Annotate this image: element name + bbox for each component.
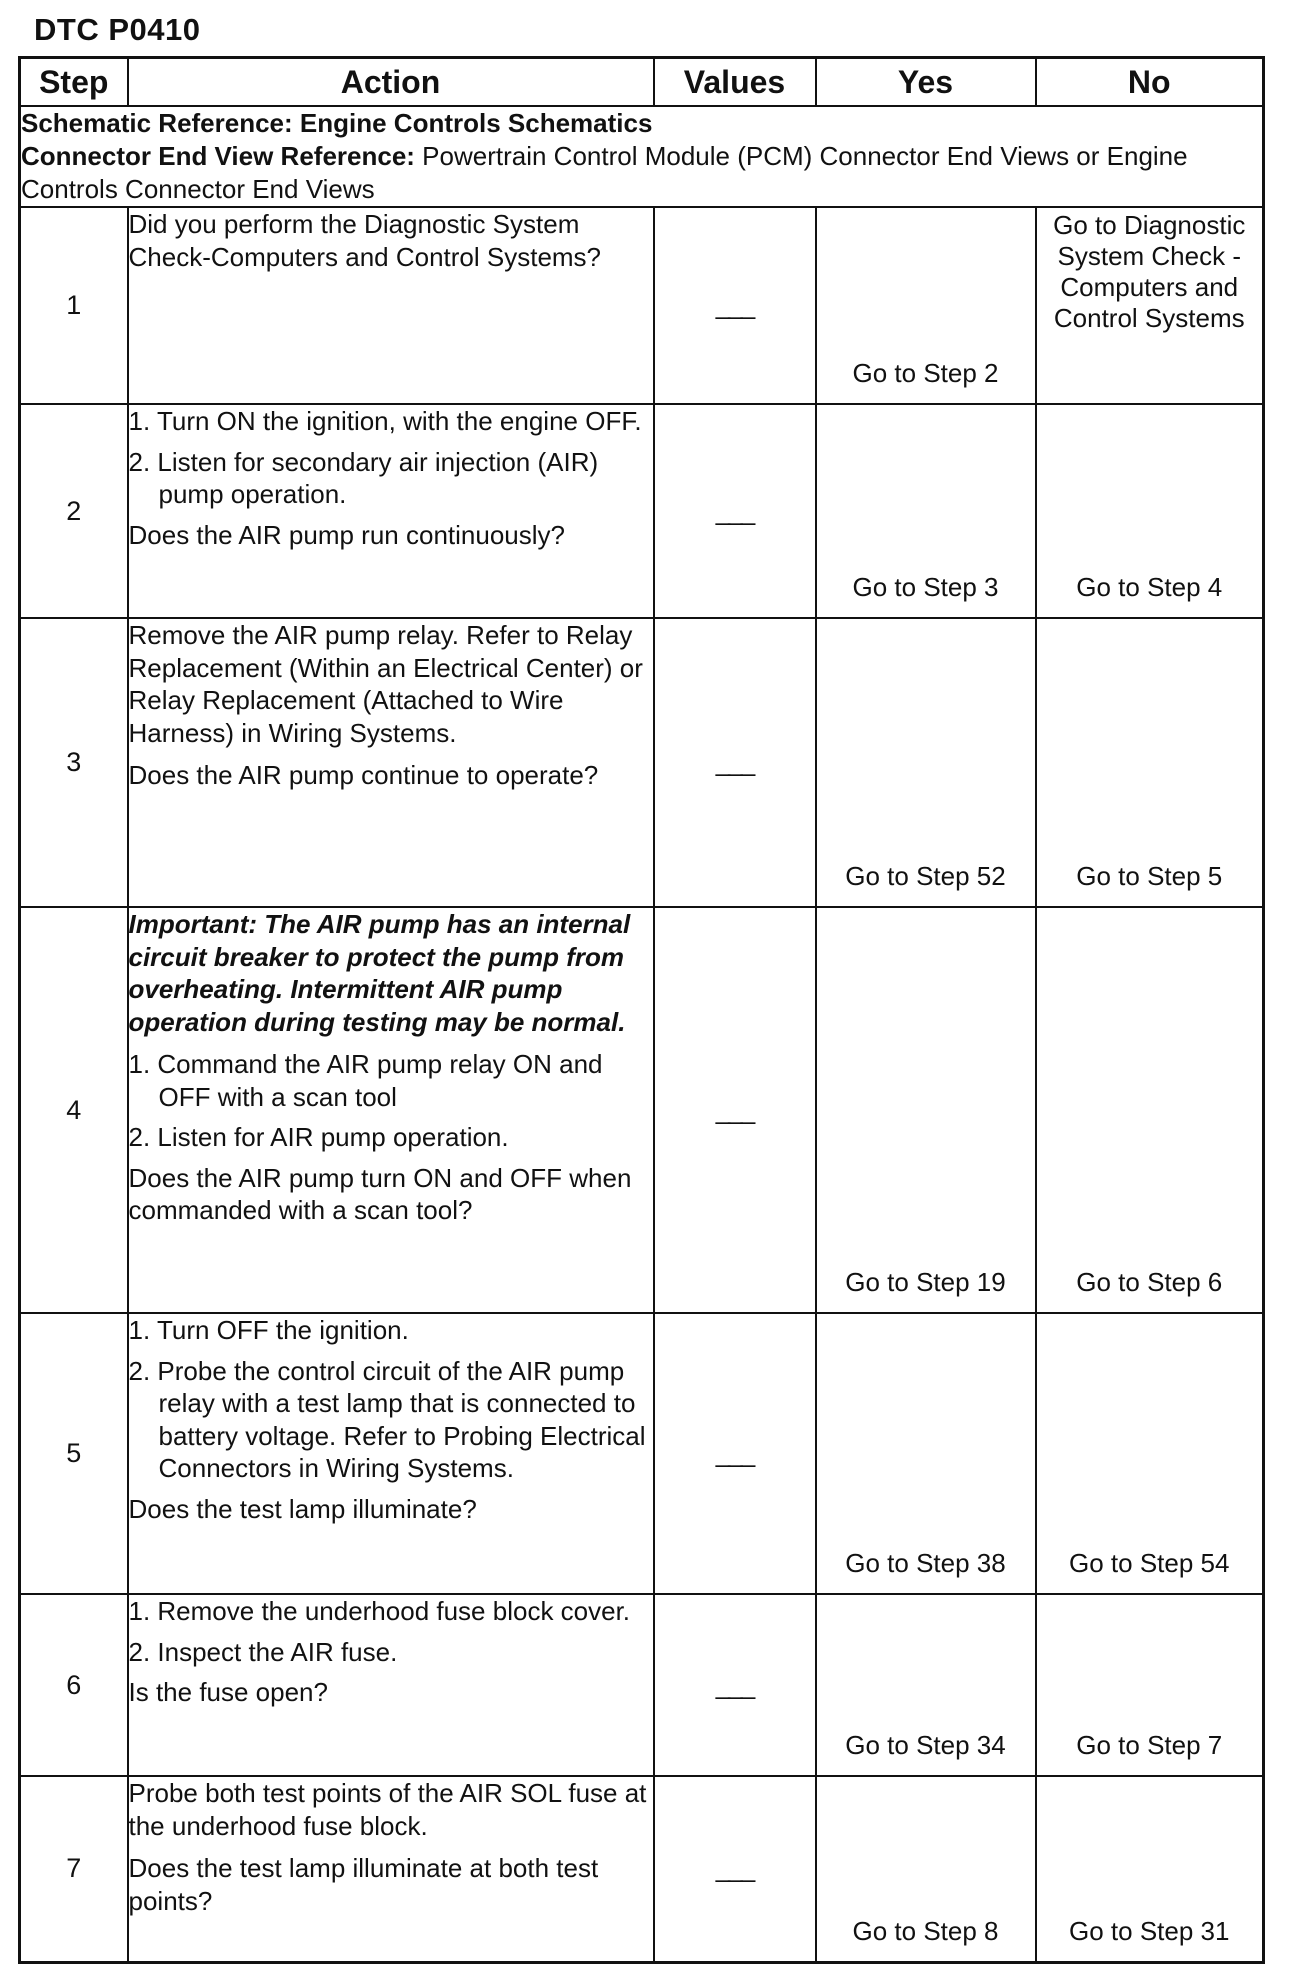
- action-question: Is the fuse open?: [128, 1677, 328, 1707]
- no-cell: Go to Step 7: [1036, 1594, 1264, 1776]
- action-cell: [128, 207, 654, 404]
- action-item: 1. Turn ON the ignition, with the engine OFF.: [128, 406, 642, 436]
- no-cell: Go to Step 54: [1036, 1313, 1264, 1594]
- action-item: 1. Remove the underhood fuse block cover.: [128, 1596, 631, 1626]
- yes-cell: Go to Step 52: [816, 618, 1036, 907]
- step-number: 4: [20, 907, 128, 1313]
- table-row: [20, 1313, 1264, 1594]
- step-number: 3: [20, 618, 128, 907]
- action-question: Does the AIR pump continue to operate?: [128, 760, 599, 790]
- action-item: 2. Listen for secondary air injection (AIR) pump operation.: [128, 446, 599, 509]
- action-text: Remove the AIR pump relay. Refer to Relay Replacement (Within an Electrical Center) or Relay Replacement (Attached to Wire Harness) in Wiring Systems.: [128, 620, 643, 748]
- action-item: 1. Command the AIR pump relay ON and OFF with a scan tool: [128, 1049, 603, 1112]
- action-item: 2. Inspect the AIR fuse.: [128, 1636, 398, 1667]
- header-yes: Yes: [816, 58, 1036, 107]
- no-cell: Go to Step 5: [1036, 618, 1264, 907]
- step-number: 6: [20, 1594, 128, 1776]
- header-step: Step: [20, 58, 128, 107]
- action-item: 2. Probe the control circuit of the AIR pump relay with a test lamp that is connected to battery voltage. Refer to Probing Electrical Connectors in Wiring Systems.: [128, 1355, 646, 1483]
- diagnostic-table: [18, 56, 1265, 1964]
- action-question: Does the AIR pump turn ON and OFF when commanded with a scan tool?: [128, 1162, 632, 1225]
- reference-row: [20, 106, 1264, 207]
- no-cell: Go to Diagnostic System Check - Computers and Control Systems: [1036, 207, 1264, 404]
- values-cell: ___: [654, 907, 816, 1313]
- connector-reference-text: Powertrain Control Module (PCM) Connector End Views or Engine Controls Connector End Views: [21, 141, 1188, 204]
- action-cell: [128, 1313, 654, 1594]
- schematic-reference: Schematic Reference: Engine Controls Schematics: [21, 108, 653, 138]
- table-row: [20, 907, 1264, 1313]
- action-text: Did you perform the Diagnostic System Check-Computers and Control Systems?: [128, 209, 602, 272]
- action-text: Probe both test points of the AIR SOL fuse at the underhood fuse block.: [128, 1778, 647, 1841]
- action-question: Does the test lamp illuminate at both test points?: [128, 1853, 599, 1916]
- action-cell: [128, 1776, 654, 1962]
- action-cell: [128, 618, 654, 907]
- connector-reference-label: Connector End View Reference:: [21, 141, 415, 171]
- table-row: [20, 618, 1264, 907]
- header-no: No: [1036, 58, 1264, 107]
- yes-cell: Go to Step 2: [816, 207, 1036, 404]
- yes-cell: Go to Step 8: [816, 1776, 1036, 1962]
- table-row: [20, 404, 1264, 618]
- step-number: 7: [20, 1776, 128, 1962]
- step-number: 5: [20, 1313, 128, 1594]
- reference-cell: [20, 106, 1264, 207]
- values-cell: ___: [654, 618, 816, 907]
- action-cell: [128, 404, 654, 618]
- action-question: Does the AIR pump run continuously?: [128, 519, 565, 550]
- values-cell: ___: [654, 1776, 816, 1962]
- values-cell: ___: [654, 1594, 816, 1776]
- action-item: 1. Turn OFF the ignition.: [128, 1315, 409, 1345]
- values-cell: ___: [654, 207, 816, 404]
- header-action: Action: [128, 58, 654, 107]
- no-cell: Go to Step 31: [1036, 1776, 1264, 1962]
- step-number: 1: [20, 207, 128, 404]
- header-values: Values: [654, 58, 816, 107]
- no-cell: Go to Step 4: [1036, 404, 1264, 618]
- yes-cell: Go to Step 38: [816, 1313, 1036, 1594]
- values-cell: ___: [654, 404, 816, 618]
- table-row: [20, 207, 1264, 404]
- action-cell: [128, 907, 654, 1313]
- action-question: Does the test lamp illuminate?: [128, 1493, 477, 1524]
- yes-cell: Go to Step 34: [816, 1594, 1036, 1776]
- table-header-row: [20, 58, 1264, 107]
- yes-cell: Go to Step 3: [816, 404, 1036, 618]
- action-cell: [128, 1594, 654, 1776]
- no-cell: Go to Step 6: [1036, 907, 1264, 1313]
- important-note: Important: The AIR pump has an internal circuit breaker to protect the pump from overheating. Intermittent AIR pump operation during testing may be normal.: [128, 909, 631, 1037]
- page-title: DTC P0410: [34, 12, 201, 47]
- action-item: 2. Listen for AIR pump operation.: [128, 1122, 509, 1152]
- yes-cell: Go to Step 19: [816, 907, 1036, 1313]
- table-row: [20, 1594, 1264, 1776]
- step-number: 2: [20, 404, 128, 618]
- values-cell: ___: [654, 1313, 816, 1594]
- table-row: [20, 1776, 1264, 1962]
